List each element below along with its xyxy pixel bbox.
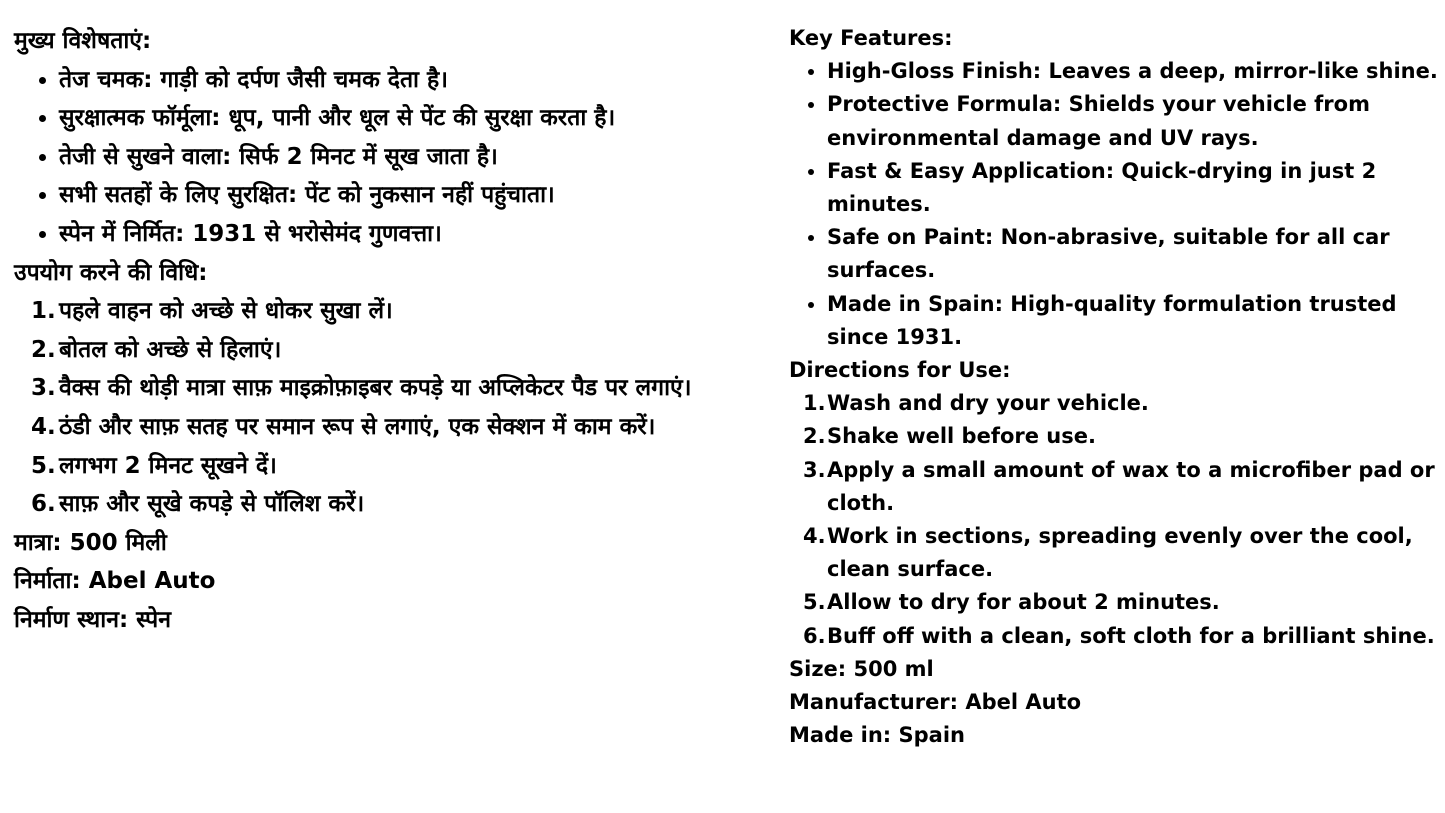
hindi-step-item [31,369,734,408]
step-text: Apply a small amount of wax to a microfiber pad or cloth. [827,457,1435,515]
hindi-directions-heading: उपयोग करने की विधि: [14,259,208,286]
step-text: ठंडी और साफ़ सतह पर समान रूप से लगाएं, एक सेक्शन में काम करें। [59,413,656,440]
step-number: 2. [31,336,56,363]
english-column [789,22,1439,752]
step-text: वैक्स की थोड़ी मात्रा साफ़ माइक्रोफ़ाइबर कपड़े या अप्लिकेटर पैड पर लगाएं। [59,375,692,402]
hindi-manufacturer: निर्माता: Abel Auto [14,568,216,595]
english-feature-item: • Fast & Easy Application: Quick-drying in just 2 minutes. [827,155,1439,221]
english-feature-item: • Protective Formula: Shields your vehicle from environmental damage and UV rays. [827,88,1439,154]
hindi-feature-item: • सभी सतहों के लिए सुरक्षित: पेंट को नुकसान नहीं पहुंचाता। [59,176,734,215]
english-feature-item: • High-Gloss Finish: Leaves a deep, mirror-like shine. [827,55,1439,88]
step-text: Shake well before use. [827,424,1096,449]
hindi-step-item [31,485,734,524]
hindi-size: मात्रा: 500 मिली [14,529,167,556]
english-origin: Made in: Spain [789,723,965,748]
hindi-feature-item: • स्पेन में निर्मित: 1931 से भरोसेमंद गुणवत्ता। [59,215,734,254]
english-manufacturer: Manufacturer: Abel Auto [789,690,1082,715]
step-text: Work in sections, spreading evenly over the cool, clean surface. [827,524,1413,582]
hindi-step-item [31,408,734,447]
step-text: Wash and dry your vehicle. [827,391,1149,416]
hindi-step-item [31,292,734,331]
hindi-feature-list [14,61,734,254]
step-number: 3. [803,457,826,482]
english-feature-list [789,55,1439,354]
english-step-item [803,586,1439,619]
english-features-heading: Key Features: [789,26,953,50]
step-text: बोतल को अच्छे से हिलाएं। [59,336,282,363]
step-number: 6. [31,491,56,518]
english-step-list [789,387,1439,653]
english-step-item [803,520,1439,586]
step-number: 1. [31,298,56,325]
step-number: 6. [803,623,826,648]
hindi-feature-item: • तेजी से सुखने वाला: सिर्फ 2 मिनट में सूख जाता है। [59,138,734,177]
english-directions-heading: Directions for Use: [789,358,1011,383]
step-text: लगभग 2 मिनट सूखने दें। [59,452,277,479]
step-text: पहले वाहन को अच्छे से धोकर सुखा लें। [59,298,393,325]
hindi-origin: निर्माण स्थान: स्पेन [14,606,171,633]
english-feature-item: • Safe on Paint: Non-abrasive, suitable for all car surfaces. [827,221,1439,287]
english-step-item [803,620,1439,653]
hindi-step-item [31,331,734,370]
english-step-item [803,387,1439,420]
hindi-column [14,22,734,640]
hindi-feature-item: • तेज चमक: गाड़ी को दर्पण जैसी चमक देता है। [59,61,734,100]
step-text: Buff off with a clean, soft cloth for a brilliant shine. [827,623,1435,648]
step-number: 4. [803,524,826,549]
english-size: Size: 500 ml [789,656,934,681]
step-number: 4. [31,413,56,440]
step-number: 3. [31,375,56,402]
hindi-step-list [14,292,734,524]
hindi-feature-item: • सुरक्षात्मक फॉर्मूला: धूप, पानी और धूल से पेंट की सुरक्षा करता है। [59,99,734,138]
step-number: 5. [31,452,56,479]
step-number: 2. [803,424,826,449]
english-step-item [803,420,1439,453]
step-number: 1. [803,391,826,416]
hindi-features-heading: मुख्य विशेषताएं: [14,28,152,54]
english-step-item [803,454,1439,520]
hindi-step-item [31,447,734,486]
step-text: साफ़ और सूखे कपड़े से पॉलिश करें। [59,491,365,518]
step-text: Allow to dry for about 2 minutes. [827,590,1220,615]
step-number: 5. [803,590,826,615]
english-feature-item: • Made in Spain: High-quality formulation trusted since 1931. [827,288,1439,354]
